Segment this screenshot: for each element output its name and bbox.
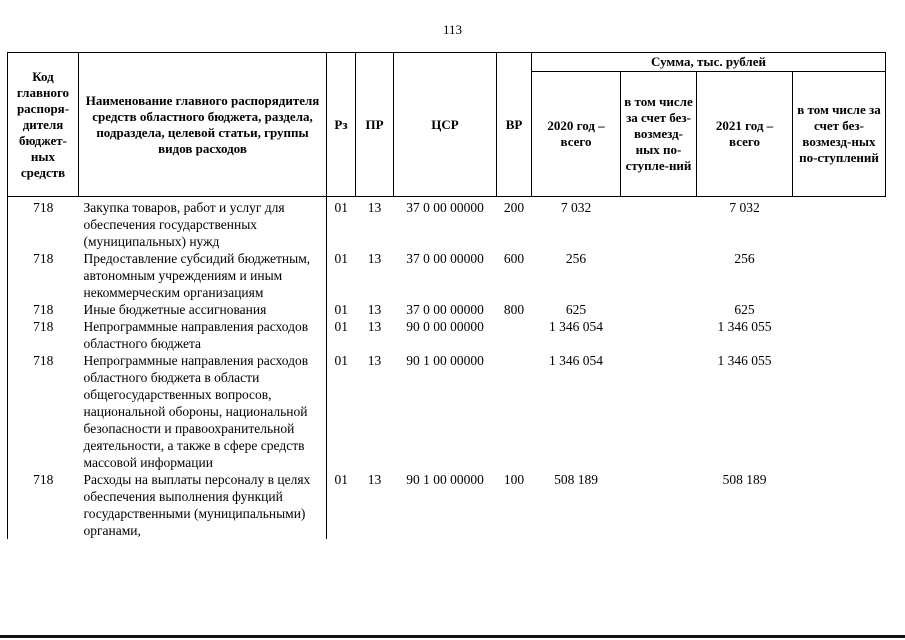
cell-csr: 90 1 00 00000 bbox=[406, 353, 484, 368]
cell-csr: 37 0 00 00000 bbox=[406, 302, 484, 317]
cell-2020-total: 508 189 bbox=[554, 472, 598, 487]
cell-2020-total: 1 346 054 bbox=[549, 319, 603, 334]
table-row bbox=[8, 352, 886, 471]
cell-code: 718 bbox=[8, 318, 79, 352]
header-vr: ВР bbox=[497, 53, 532, 197]
header-2020-total: 2020 год – всего bbox=[532, 72, 621, 197]
header-csr: ЦСР bbox=[394, 53, 497, 197]
cell-name: Предоставление субсидий бюджетным, автономным учреждениям и иным некоммерческим организациям bbox=[79, 250, 327, 301]
cell-vr: 200 bbox=[503, 200, 525, 215]
cell-2021-free bbox=[793, 318, 886, 352]
header-2021-total: 2021 год – всего bbox=[697, 72, 793, 197]
header-2021-free: в том числе за счет без-возмезд-ных по-ступлений bbox=[793, 72, 886, 197]
cell-pr: 13 bbox=[367, 472, 382, 487]
cell-vr bbox=[497, 352, 532, 471]
cell-name: Расходы на выплаты персоналу в целях обеспечения выполнения функций государственными (муниципальными) органами, bbox=[79, 471, 327, 539]
header-rz: Рз bbox=[327, 53, 356, 197]
page-number: 113 bbox=[442, 22, 463, 37]
cell-2020-total: 7 032 bbox=[560, 200, 592, 215]
cell-2020-free bbox=[621, 197, 697, 251]
cell-pr: 13 bbox=[367, 319, 382, 334]
cell-code: 718 bbox=[8, 471, 79, 539]
cell-2021-total: 256 bbox=[734, 251, 755, 266]
header-pr: ПР bbox=[356, 53, 394, 197]
cell-2020-free bbox=[621, 250, 697, 301]
cell-name: Непрограммные направления расходов областного бюджета в области общегосударственных вопросов, национальной обороны, национальной безопасности и правоохранительной деятельности, а также в сфере средств массовой информации bbox=[79, 352, 327, 471]
header-name: Наименование главного распорядителя средств областного бюджета, раздела, подраздела, целевой статьи, группы видов расходов bbox=[79, 53, 327, 197]
cell-pr: 13 bbox=[367, 251, 382, 266]
cell-vr: 600 bbox=[503, 251, 525, 266]
cell-rz: 01 bbox=[334, 302, 348, 317]
cell-2020-free bbox=[621, 318, 697, 352]
cell-vr: 800 bbox=[503, 302, 525, 317]
cell-2021-free bbox=[793, 352, 886, 471]
cell-rz: 01 bbox=[334, 472, 348, 487]
cell-2021-free bbox=[793, 250, 886, 301]
cell-2021-total: 625 bbox=[734, 302, 755, 317]
cell-2020-free bbox=[621, 352, 697, 471]
cell-2021-total: 1 346 055 bbox=[717, 319, 772, 334]
cell-2020-total: 625 bbox=[565, 302, 587, 317]
cell-2020-total: 256 bbox=[565, 251, 587, 266]
table-row bbox=[8, 197, 886, 251]
cell-2021-total: 1 346 055 bbox=[717, 353, 772, 368]
header-sum-group: Сумма, тыс. рублей bbox=[532, 53, 886, 72]
cell-pr: 13 bbox=[367, 353, 382, 368]
cell-code: 718 bbox=[8, 250, 79, 301]
cell-csr: 37 0 00 00000 bbox=[406, 251, 484, 266]
scan-edge-rule bbox=[0, 635, 905, 638]
cell-2021-total: 508 189 bbox=[722, 472, 767, 487]
cell-pr: 13 bbox=[367, 200, 382, 215]
cell-2020-total: 1 346 054 bbox=[549, 353, 603, 368]
cell-csr: 37 0 00 00000 bbox=[406, 200, 484, 215]
cell-2021-free bbox=[793, 197, 886, 251]
cell-rz: 01 bbox=[334, 200, 348, 215]
cell-code: 718 bbox=[8, 352, 79, 471]
cell-vr: 100 bbox=[503, 472, 525, 487]
header-2020-free: в том числе за счет без-возмезд-ных по-ступле-ний bbox=[621, 72, 697, 197]
cell-rz: 01 bbox=[334, 353, 348, 368]
cell-2020-free bbox=[621, 471, 697, 539]
table-row bbox=[8, 318, 886, 352]
cell-csr: 90 0 00 00000 bbox=[406, 319, 484, 334]
cell-pr: 13 bbox=[367, 302, 382, 317]
budget-table bbox=[7, 52, 886, 539]
cell-2021-total: 7 032 bbox=[729, 200, 760, 215]
table-row bbox=[8, 301, 886, 318]
cell-name: Иные бюджетные ассигнования bbox=[79, 301, 327, 318]
cell-2020-free bbox=[621, 301, 697, 318]
table-row bbox=[8, 471, 886, 539]
cell-2021-free bbox=[793, 471, 886, 539]
cell-code: 718 bbox=[8, 197, 79, 251]
cell-name: Закупка товаров, работ и услуг для обеспечения государственных (муниципальных) нужд bbox=[79, 197, 327, 251]
cell-code: 718 bbox=[8, 301, 79, 318]
cell-name: Непрограммные направления расходов областного бюджета bbox=[79, 318, 327, 352]
cell-csr: 90 1 00 00000 bbox=[406, 472, 484, 487]
cell-2021-free bbox=[793, 301, 886, 318]
cell-rz: 01 bbox=[334, 251, 348, 266]
table-row bbox=[8, 250, 886, 301]
cell-rz: 01 bbox=[334, 319, 348, 334]
cell-vr bbox=[497, 318, 532, 352]
header-code: Код главного распоря-дителя бюджет-ных средств bbox=[8, 53, 79, 197]
